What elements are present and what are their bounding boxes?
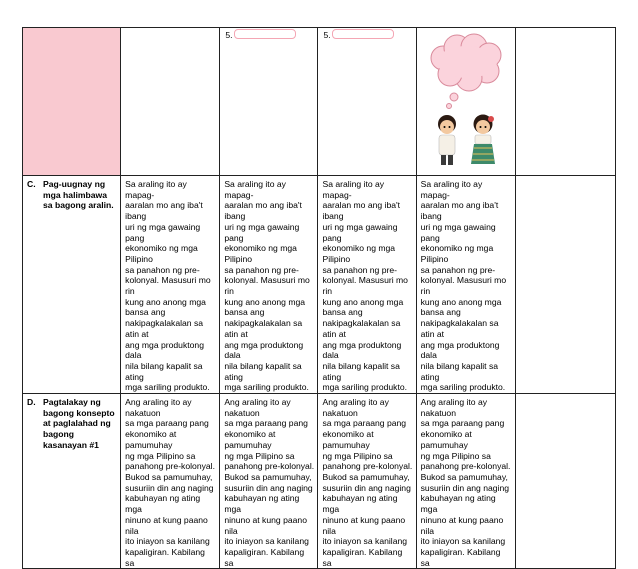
table-cell bbox=[515, 176, 615, 394]
table-cell bbox=[121, 394, 220, 569]
table-cell bbox=[318, 394, 416, 569]
row-title: Pagtalakay ng bagong konsepto at paglalahad ng bagong kasanayan #1 bbox=[43, 397, 115, 450]
item-number-label: 5. bbox=[225, 30, 233, 40]
lesson-plan-table bbox=[22, 27, 616, 569]
table-row bbox=[23, 394, 616, 569]
answer-box bbox=[234, 29, 296, 39]
cell-text bbox=[516, 394, 615, 397]
table-cell bbox=[318, 176, 416, 394]
cell-text: Sa araling ito ay mapag- aaralan mo ang iba't ibang uri ng mga gawaing pang ekonomiko ng mga Pilipino sa panahon ng pre- kolonyal. Masusuri mo rin kung ano anong mga bansa ang nakipagkalakalan sa atin at ang mga produktong dala nila bilang kapalit sa ating mga sariling produkto. bbox=[125, 179, 211, 393]
table-cell bbox=[121, 28, 220, 176]
cell-text: Ang araling ito ay nakatuon sa mga paraang pang ekonomiko at pamumuhay ng mga Pilipino sa panahong pre-kolonyal. Bukod sa pamumuhay, susuriin din ang naging kabuhayan ng ating mga ninuno at kung paano nila ito iniayon sa kanilang kapaligiran. Kabilang sa bbox=[224, 397, 315, 568]
cell-text: Sa araling ito ay mapag- aaralan mo ang iba't ibang uri ng mga gawaing pang ekonomiko ng mga Pilipino sa panahon ng pre- kolonyal. Masusuri mo rin kung ano anong mga bansa ang nakipagkalakalan sa atin at ang mga produktong dala nila bilang kapalit sa ating mga sariling produkto. bbox=[224, 179, 310, 393]
table-cell bbox=[220, 176, 318, 394]
cell-text: Sa araling ito ay mapag- aaralan mo ang iba't ibang uri ng mga gawaing pang ekonomiko ng mga Pilipino sa panahon ng pre- kolonyal. Masusuri mo rin kung ano anong mga bansa ang nakipagkalakalan sa atin at ang mga produktong dala nila bilang kapalit sa ating mga sariling produkto. bbox=[420, 179, 507, 393]
cell-text: Ang araling ito ay nakatuon sa mga paraang pang ekonomiko at pamumuhay ng mga Pilipino sa panahong pre-kolonyal. Bukod sa pamumuhay, susuriin din ang naging kabuhayan ng ating mga ninuno at kung paano nila ito iniayon sa kanilang kapaligiran. Kabilang sa bbox=[322, 397, 413, 568]
row-header-cell bbox=[23, 176, 121, 394]
table-cell bbox=[220, 394, 318, 569]
row-letter: C. bbox=[27, 179, 36, 189]
table-cell bbox=[416, 28, 515, 176]
row-header-cell bbox=[23, 394, 121, 569]
item-number bbox=[220, 28, 317, 41]
item-number-label: 5. bbox=[323, 30, 331, 40]
cell-text: Ang araling ito ay nakatuon sa mga paraang pang ekonomiko at pamumuhay ng mga Pilipino sa panahong pre-kolonyal. Bukod sa pamumuhay, susuriin din ang naging kabuhayan ng ating mga ninuno at kung paano nila ito iniayon sa kanilang kapaligiran. Kabilang sa bbox=[420, 397, 511, 568]
cell-text: Sa araling ito ay mapag- aaralan mo ang iba't ibang uri ng mga gawaing pang ekonomiko ng mga Pilipino sa panahon ng pre- kolonyal. Masusuri mo rin kung ano anong mga bansa ang nakipagkalakalan sa atin at ang mga produktong dala nila bilang kapalit sa ating mga sariling produkto. bbox=[322, 179, 408, 393]
row-header-cell bbox=[23, 28, 121, 176]
row-letter: D. bbox=[27, 397, 36, 408]
table-cell bbox=[416, 176, 515, 394]
row-title: Pag-uugnay ng mga halimbawa sa bagong aralin. bbox=[43, 179, 114, 211]
table-cell bbox=[220, 28, 318, 176]
cell-text bbox=[516, 176, 615, 179]
table-cell bbox=[121, 176, 220, 394]
cell-text: Ang araling ito ay nakatuon sa mga paraang pang ekonomiko at pamumuhay ng mga Pilipino sa panahong pre-kolonyal. Bukod sa pamumuhay, susuriin din ang naging kabuhayan ng ating mga ninuno at kung paano nila ito iniayon sa kanilang kapaligiran. Kabilang sa bbox=[125, 397, 215, 568]
table-cell bbox=[318, 28, 416, 176]
item-number bbox=[318, 28, 415, 41]
table-cell bbox=[515, 394, 615, 569]
table-row bbox=[23, 176, 616, 394]
table-cell bbox=[515, 28, 615, 176]
answer-box bbox=[332, 29, 394, 39]
table-cell bbox=[416, 394, 515, 569]
filipino-children-thought-bubble-icon bbox=[417, 28, 515, 175]
table-row bbox=[23, 28, 616, 176]
